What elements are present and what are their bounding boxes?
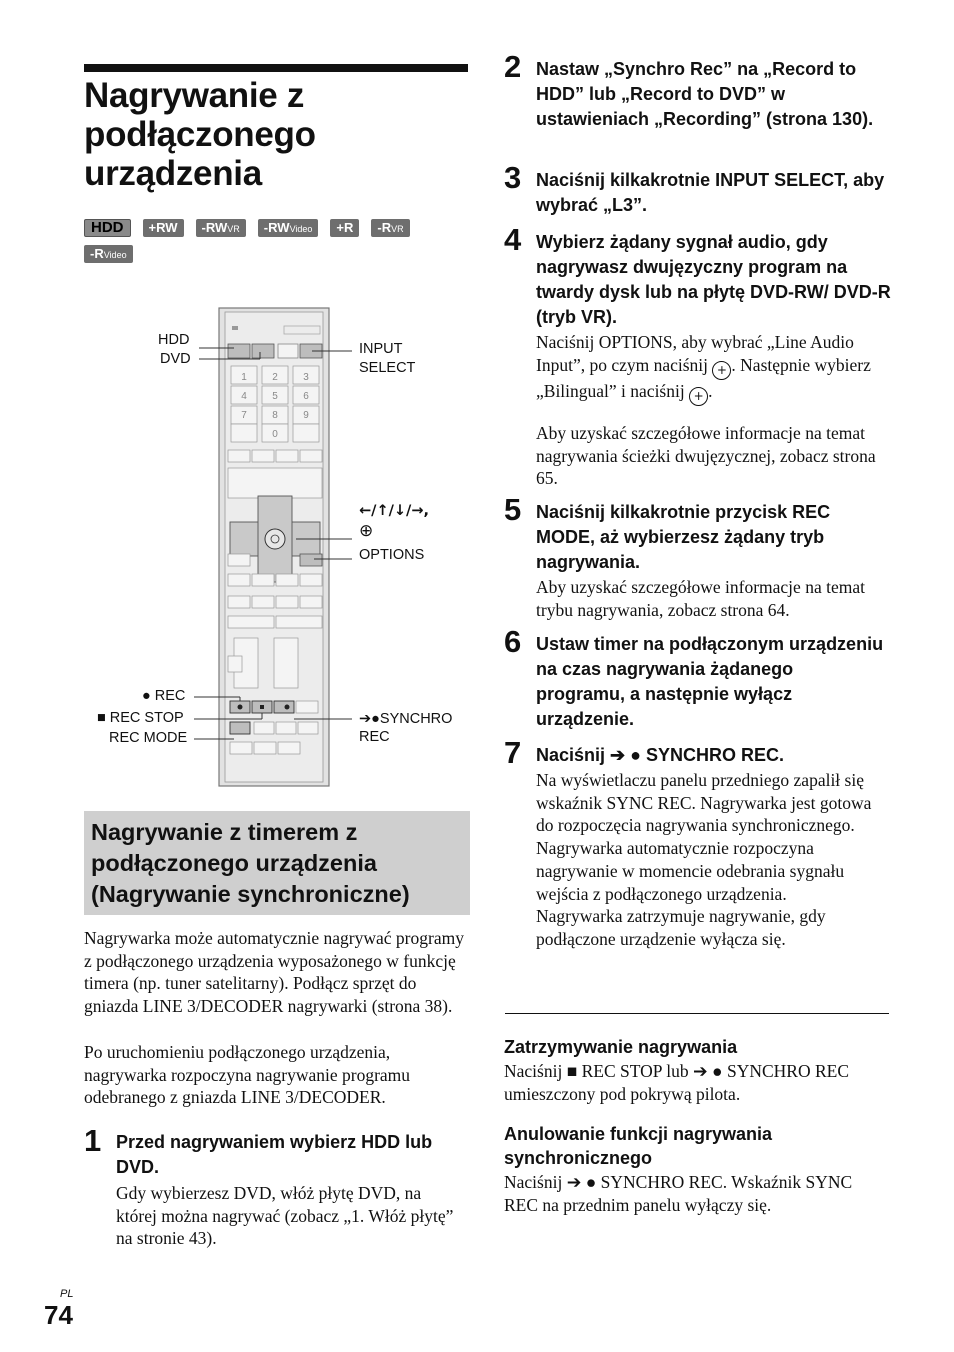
label-synchro-rec: REC [359,729,390,745]
section-title: Nagrywanie z timerem z podłączonego urządzenia (Nagrywanie synchroniczne) [91,819,410,907]
key-1: 1 [241,372,247,383]
key-7: 7 [241,410,247,421]
language-code: PL [60,1288,74,1300]
step-2-number: 2 [504,49,522,84]
step-5-body: Aby uzyskać szczegółowe informacje na temat trybu nagrywania, zobacz strona 64. [536,577,865,620]
page-number: 74 [44,1300,73,1330]
label-rec-stop: ■ REC STOP [97,710,184,726]
badge-hdd: HDD [84,219,131,237]
label-synchro: ➔●SYNCHRO [359,711,453,727]
badge-plus-rw: +RW [143,219,184,237]
label-arrows: ←/↑/↓/→, [359,503,429,519]
stop-heading: Zatrzymywanie nagrywania [504,1037,738,1057]
rec-mode-key [230,722,250,734]
step-5-number: 5 [504,492,522,527]
label-enter: ⊕ [359,521,374,541]
disc-badges [84,219,474,271]
hdd-key [228,344,250,358]
label-rec: ● REC [142,688,186,704]
step-4-body-a: Naciśnij OPTIONS, aby wybrać „Line Audio Input”, po czym naciśnij + . Następnie wybierz „Bilingual” i naciśnij + . [536,331,881,406]
step-3-number: 3 [504,160,522,195]
enter-symbol-icon: + [689,387,708,406]
step-1-body: Gdy wybierzesz DVD, włóż płytę DVD, na której można nagrywać (zobacz „1. Włóż płytę” na stronie 43). [116,1183,454,1249]
synchro-rec-key [274,701,294,713]
intro-paragraph: Nagrywarka może automatycznie nagrywać programy z podłączonego urządzenia wyposażonego w funkcję timera (np. tuner satelitarny). Podłącz sprzęt do gniazda LINE 3/DECODER nagrywarki (strona 38). [84,928,464,1017]
enter-symbol-icon: + [712,361,731,380]
key-0: 0 [272,429,278,440]
label-options: OPTIONS [359,547,425,563]
step-4-body: Aby uzyskać szczegółowe informacje na temat nagrywania ścieżki dwujęzycznej, zobacz strona 65. [536,423,876,489]
label-dvd: DVD [160,351,191,367]
step-1-heading: Przed nagrywaniem wybierz HDD lub DVD. [116,1132,433,1177]
cancel-body: Naciśnij ➔ ● SYNCHRO REC. Wskaźnik SYNC REC na przednim panelu wyłączy się. [504,1172,853,1215]
key-2: 2 [272,372,278,383]
badge-minus-r-video: -RVideo [84,245,133,263]
step-7-heading: Naciśnij ➔ ● SYNCHRO REC. [536,745,785,765]
label-hdd: HDD [158,332,190,348]
intro-paragraph-2: Po uruchomieniu podłączonego urządzenia, nagrywarka rozpoczyna nagrywanie programu odebranego z gniazda LINE 3/DECODER. [84,1042,411,1108]
options-key [300,554,322,566]
stop-body: Naciśnij ■ REC STOP lub ➔ ● SYNCHRO REC umieszczony pod pokrywą pilota. [504,1061,850,1104]
label-rec-mode: REC MODE [109,730,188,746]
page-title: Nagrywanie z podłączonego urządzenia [84,76,316,193]
step-3-heading: Naciśnij kilkakrotnie INPUT SELECT, aby wybrać „L3”. [536,170,885,215]
section-divider [505,1013,889,1014]
key-8: 8 [272,410,278,421]
step-7-body: Na wyświetlaczu panelu przedniego zapalił się wskaźnik SYNC REC. Nagrywarka jest gotowa do rozpoczęcia nagrywania synchronicznego. Nagrywarka automatycznie rozpoczyna nagrywanie w momencie odebrania sygnału wejścia z podłączonego urządzenia. Nagrywarka zatrzymuje nagrywanie, gdy podłączone urządzenie wyłącza się. [536,770,872,949]
key-3: 3 [303,372,309,383]
badge-plus-r: +R [330,219,359,237]
step-4-number: 4 [504,222,522,257]
cancel-heading: Anulowanie funkcji nagrywania synchronicznego [504,1124,773,1168]
step-6-heading: Ustaw timer na podłączonym urządzeniu na czas nagrywania żądanego programu, a następnie wyłącz urządzenie. [536,634,884,729]
step-4-heading: Wybierz żądany sygnał audio, gdy nagrywasz dwujęzyczny program na twardy dysk lub na płytę DVD-RW/ DVD-R (tryb VR). [536,232,891,327]
enter-key [265,529,285,549]
key-6: 6 [303,391,309,402]
badge-minus-rw-vr: -RWVR [196,219,246,237]
step-2-heading: Nastaw „Synchro Rec” na „Record to HDD” lub „Record to DVD” w ustawieniach „Recording” (strona 130). [536,59,874,129]
dvd-key [252,344,274,358]
key-5: 5 [272,391,278,402]
step-6-number: 6 [504,624,522,659]
badge-minus-r-vr: -RVR [371,219,409,237]
title-rule [84,64,468,72]
step-7-number: 7 [504,735,522,770]
key-4: 4 [241,391,247,402]
step-5-heading: Naciśnij kilkakrotnie przycisk REC MODE, aż wybierzesz żądany tryb nagrywania. [536,502,831,572]
badge-minus-rw-video: -RWVideo [258,219,319,237]
step-1-number: 1 [84,1123,102,1158]
label-input-select: INPUT SELECT [359,341,416,376]
key-9: 9 [303,410,309,421]
